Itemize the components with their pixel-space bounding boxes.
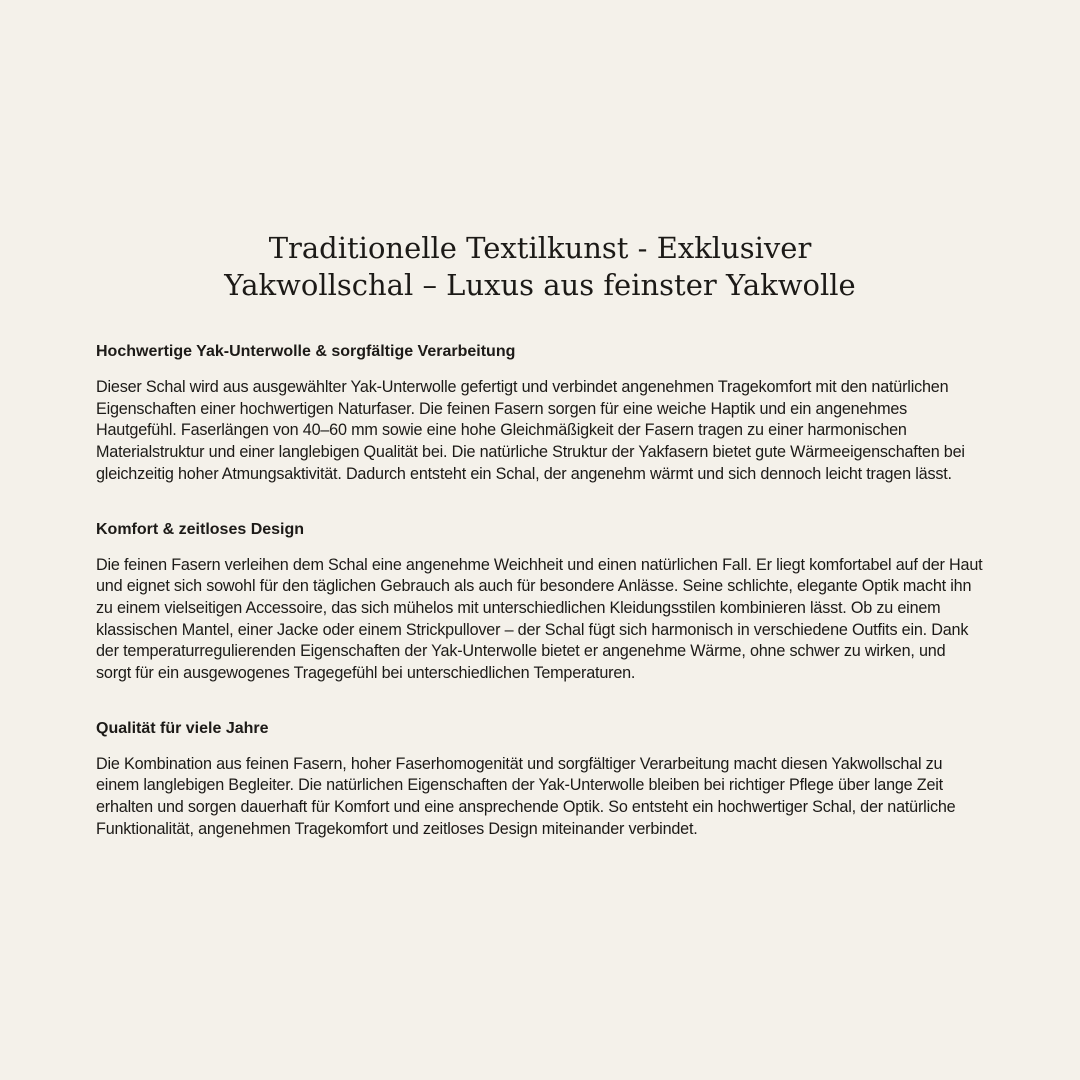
section-paragraph: Die Kombination aus feinen Fasern, hoher Faserhomogenität und sorgfältiger Verarbeitung macht diesen Yakwollschal zu einem langlebigen Begleiter. Die natürlichen Eigenschaften der Yak-Unterwolle bleiben bei richtiger Pflege über lange Zeit erhalten und sorgen dauerhaft für Komfort und eine ansprechende Optik. So entsteht ein hochwertiger Schal, der natürliche Funktionalität, angenehmen Tragekomfort und zeitloses Design miteinander verbindet.	[96, 754, 956, 838]
section-comfort-design	[96, 520, 984, 685]
page-title	[96, 230, 984, 304]
section-longevity	[96, 719, 984, 841]
section-heading: Komfort & zeitloses Design	[96, 520, 305, 538]
product-description	[96, 230, 984, 841]
title-line-2: Yakwollschal – Luxus aus feinster Yakwolle	[224, 268, 856, 302]
section-paragraph: Dieser Schal wird aus ausgewählter Yak-Unterwolle gefertigt und verbindet angenehmen Tragekomfort mit den natürlichen Eigenschaften einer hochwertigen Naturfaser. Die feinen Fasern sorgen für eine weiche Haptik und ein angenehmes Hautgefühl. Faserlängen von 40–60 mm sowie eine hohe Gleichmäßigkeit der Fasern tragen zu einer harmonischen Materialstruktur und einer langlebigen Qualität bei. Die natürliche Struktur der Yakfasern bietet gute Wärmeeigenschaften bei gleichzeitig hoher Atmungsaktivität. Dadurch entsteht ein Schal, der angenehm wärmt und sich dennoch leicht tragen lässt.	[96, 378, 965, 483]
section-heading: Hochwertige Yak-Unterwolle & sorgfältige Verarbeitung	[96, 343, 516, 360]
section-heading: Qualität für viele Jahre	[96, 719, 269, 737]
section-quality-wool	[96, 342, 984, 486]
section-paragraph: Die feinen Fasern verleihen dem Schal eine angenehme Weichheit und einen natürlichen Fall. Er liegt komfortabel auf der Haut und eignet sich sowohl für den täglichen Gebrauch als auch für besondere Anlässe. Seine schlichte, elegante Optik macht ihn zu einem vielseitigen Accessoire, das sich mühelos mit unterschiedlichen Kleidungsstilen kombinieren lässt. Ob zu einem klassischen Mantel, einer Jacke oder einem Strickpullover – der Schal fügt sich harmonisch in verschiedene Outfits ein. Dank der temperaturregulierenden Eigenschaften der Yak-Unterwolle bietet er angenehme Wärme, ohne schwer zu wirken, und sorgt für ein ausgewogenes Tragegefühl bei unterschiedlichen Temperaturen.	[96, 555, 983, 683]
title-line-1: Traditionelle Textilkunst - Exklusiver	[268, 231, 812, 265]
